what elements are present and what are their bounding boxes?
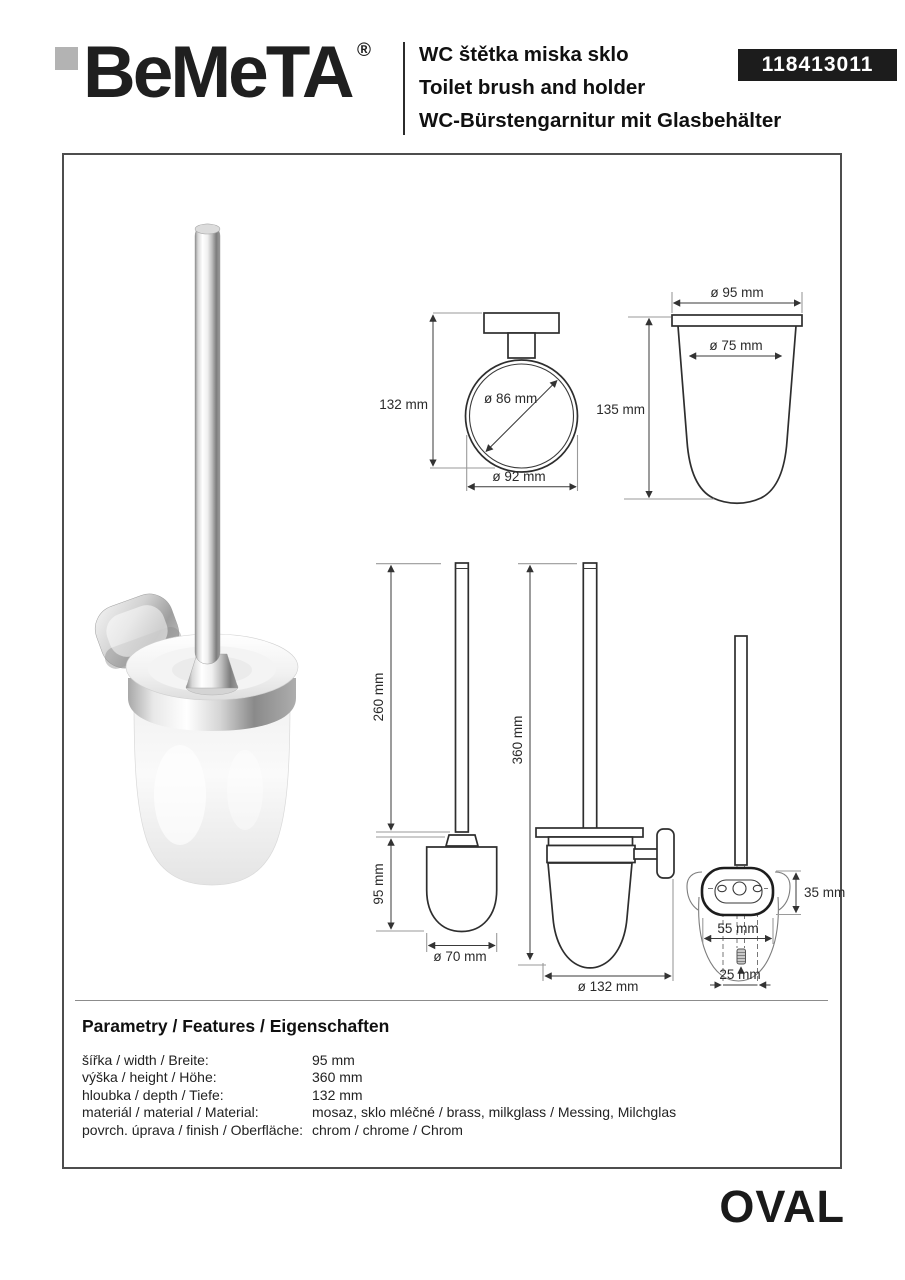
param-row-finish xyxy=(82,1122,802,1139)
param-row-width xyxy=(82,1052,802,1069)
dim-brush-handle-length: 260 mm xyxy=(371,672,386,722)
param-label: hloubka / depth / Tiefe: xyxy=(82,1086,224,1103)
drawing-glass-container xyxy=(596,285,802,503)
drawing-holder-front-view xyxy=(379,313,577,491)
registered-trademark-icon: ® xyxy=(357,40,371,61)
photo-handle-rod xyxy=(195,224,220,664)
dim-glass-outer-diameter: ø 95 mm xyxy=(710,285,764,300)
dim-holder-height: 132 mm xyxy=(379,397,428,412)
dim-glass-height: 135 mm xyxy=(596,402,645,417)
param-value: chrom / chrome / Chrom xyxy=(312,1121,463,1138)
dim-assembly-total-height: 360 mm xyxy=(510,715,525,765)
brand-logo: BeMeTA xyxy=(83,32,352,113)
param-label: šířka / width / Breite: xyxy=(82,1052,209,1068)
dim-mount-width: 55 mm xyxy=(717,921,759,936)
param-value: 95 mm xyxy=(312,1052,355,1068)
photo-handle-cap xyxy=(195,224,220,234)
dim-brush-head-length: 95 mm xyxy=(371,863,386,905)
dim-screw-spacing: 25 mm xyxy=(719,967,761,982)
product-title-german: WC-Bürstengarnitur mit Glasbehälter xyxy=(419,109,782,132)
param-label: výška / height / Höhe: xyxy=(82,1069,217,1086)
product-title-english: Toilet brush and holder xyxy=(419,76,646,99)
dim-holder-ring-inner: ø 86 mm xyxy=(484,391,538,406)
parameters-table xyxy=(82,1052,802,1139)
param-row-height xyxy=(82,1069,802,1086)
drawing-assembly-side-view xyxy=(510,563,674,994)
photo-glass-highlight-2 xyxy=(227,750,263,830)
param-label: povrch. úprava / finish / Oberfläche: xyxy=(82,1121,303,1138)
product-code-badge: 118413011 xyxy=(738,49,897,81)
drawing-wall-mount-top-view xyxy=(687,636,845,985)
param-label: materiál / material / Material: xyxy=(82,1104,259,1121)
param-value: mosaz, sklo mléčné / brass, milkglass / Messing, Milchglas xyxy=(312,1104,677,1121)
photo-glass-highlight xyxy=(154,745,206,845)
param-row-depth xyxy=(82,1087,802,1104)
dim-glass-inner-diameter: ø 75 mm xyxy=(709,338,763,353)
param-value: 132 mm xyxy=(312,1086,363,1103)
product-title-czech: WC štětka miska sklo xyxy=(419,43,629,66)
param-row-material xyxy=(82,1104,802,1121)
drawing-brush xyxy=(371,563,497,964)
product-photo xyxy=(88,224,298,885)
parameters-divider xyxy=(75,1000,828,1001)
param-value: 360 mm xyxy=(312,1069,363,1086)
dim-assembly-overall-depth: ø 132 mm xyxy=(577,979,639,994)
dim-brush-head-diameter: ø 70 mm xyxy=(433,949,487,964)
series-name: OVAL xyxy=(719,1181,845,1232)
parameters-heading: Parametry / Features / Eigenschaften xyxy=(82,1016,390,1036)
dim-mount-height: 35 mm xyxy=(804,885,846,900)
dim-holder-ring-outer: ø 92 mm xyxy=(492,469,546,484)
